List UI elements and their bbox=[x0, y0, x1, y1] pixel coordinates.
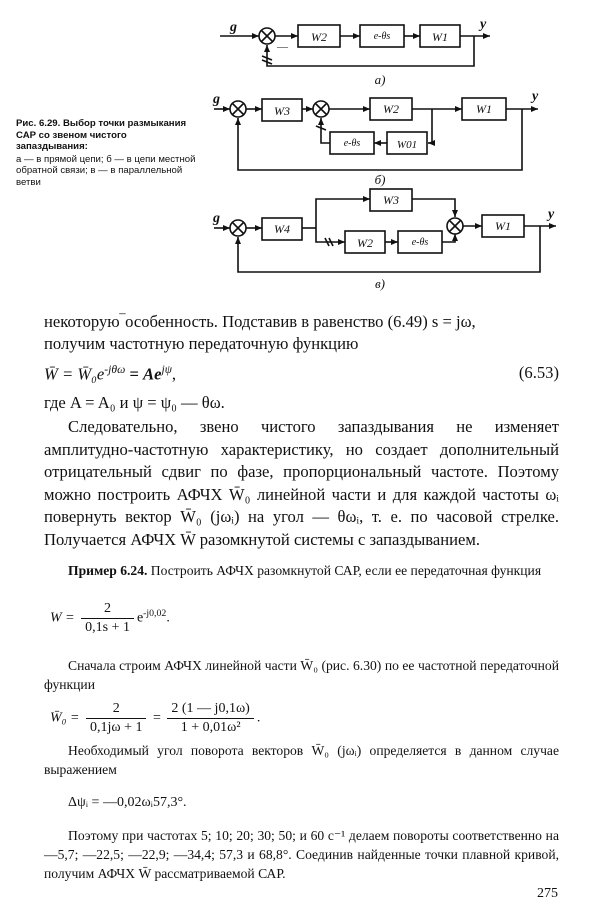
diagram-a-block-w1: W1 bbox=[432, 30, 448, 44]
diagram-b-block-w01: W01 bbox=[396, 139, 418, 151]
eq2-lhs: W̄₀ = bbox=[50, 710, 83, 726]
diagram-b-block-w2: W2 bbox=[383, 102, 399, 116]
diagram-c-output: y bbox=[548, 207, 555, 222]
diagram-b-panel-label: б) bbox=[374, 172, 386, 187]
diagram-a-output: y bbox=[480, 17, 487, 32]
paragraph-5 bbox=[44, 826, 559, 883]
diagram-a-input: g bbox=[230, 20, 237, 35]
eq-653-rhs: = Ae bbox=[125, 364, 162, 384]
eq2-equals: = bbox=[149, 710, 165, 726]
diagram-a-panel-label: а) bbox=[374, 72, 386, 87]
eq-653-tail: , bbox=[171, 364, 177, 384]
paragraph-4 bbox=[44, 741, 559, 779]
eq-653-exp: -jθω bbox=[104, 363, 126, 376]
example-text: Построить АФЧХ разомкнутой САР, если ее передаточная функция bbox=[147, 563, 542, 578]
diagram-c-input: g bbox=[213, 211, 220, 226]
eq1-num: 2 bbox=[81, 600, 134, 619]
paragraph-4-text: Необходимый угол поворота векторов W̄₀ (jωᵢ) определяется в данном случае выражением bbox=[44, 743, 559, 777]
diagram-c-block-w2: W2 bbox=[357, 236, 373, 250]
eq1-lhs: W = bbox=[50, 610, 79, 626]
eq-653-lhs: W̄ = W̄₀e bbox=[44, 364, 105, 384]
eq2-num2: 2 (1 — j0,1ω) bbox=[167, 700, 253, 719]
example-label: Пример 6.24. bbox=[68, 563, 148, 578]
caption-legend: а — в прямой цепи; б — в цепи местной обратной связи; в — в параллельной ветви bbox=[16, 153, 196, 188]
equation-number: (6.53) bbox=[518, 363, 559, 382]
equation-6-53 bbox=[44, 363, 559, 385]
caption-title: Рис. 6.29. Выбор точки размыкания САР со звеном чистого запаздывания: bbox=[16, 118, 187, 152]
paragraph-3-text: Сначала строим АФЧХ линейной части W̄₀ (рис. 6.30) по ее частотной передаточной функции bbox=[44, 658, 559, 692]
figure-caption bbox=[16, 118, 200, 188]
eq2-tail: . bbox=[256, 710, 261, 726]
eq2-den1: 0,1jω + 1 bbox=[89, 720, 143, 735]
paragraph-2 bbox=[44, 416, 559, 551]
where-line: где A = A₀ и ψ = ψ₀ — θω. bbox=[44, 393, 225, 412]
eq1-fraction bbox=[81, 600, 134, 637]
diagram-c-block-w4: W4 bbox=[274, 222, 290, 236]
equation-2 bbox=[50, 700, 565, 737]
eq2-fraction-2 bbox=[167, 700, 253, 737]
diagram-b-output: y bbox=[532, 89, 539, 104]
paragraph-5-text: Поэтому при частотах 5; 10; 20; 30; 50; и 60 с⁻¹ делаем повороты соответственно на —5,7; —22,5; —22,9; —34,4; 57,3 и 68,8°. Соединив найденные точки плавной кривой, получим АФЧХ W̄ рассматриваемой САР. bbox=[44, 828, 559, 881]
diagram-b-block-w1: W1 bbox=[476, 102, 492, 116]
eq2-den2: 1 + 0,01ω² bbox=[180, 720, 241, 735]
eq1-den: 0,1s + 1 bbox=[85, 620, 130, 635]
diagram-c-block-w3: W3 bbox=[383, 193, 399, 207]
diagram-a-block-delay: e-θs bbox=[373, 31, 391, 42]
eq1-exp-base: e bbox=[136, 610, 144, 626]
diagram-b-input: g bbox=[213, 92, 220, 107]
example-paragraph bbox=[44, 561, 559, 580]
paragraph-2-text: Следовательно, звено чистого запаздывания не изменяет амплитудно-частотную характеристику, но создает дополнительный отрицательный сдвиг по фазе, пропорциональный частоте. Поэтому можно построить АФЧХ W̄₀ линейной части и для каждой частоты ωᵢ повернуть вектор W̄₀ (jωᵢ) на угол — θωᵢ, т. е. по часовой стрелке. Получается АФЧХ W̄ разомкнутой системы с запаздыванием. bbox=[44, 417, 559, 549]
diagram-c-block-delay: e-θs bbox=[411, 237, 429, 248]
text-line-1: некоторую‾особенность. Подставив в равенство (6.49) s = jω, bbox=[44, 312, 476, 331]
eq2-fraction-1 bbox=[86, 700, 147, 737]
eq2-num1: 2 bbox=[86, 700, 147, 719]
equation-3: Δψᵢ = —0,02ωᵢ57,3°. bbox=[68, 795, 187, 810]
eq1-tail: . bbox=[166, 610, 170, 626]
equation-1 bbox=[50, 600, 565, 637]
block-diagrams-figure bbox=[200, 0, 600, 300]
text-line-2: получим частотную передаточную функцию bbox=[44, 334, 359, 353]
paragraph-3 bbox=[44, 656, 559, 694]
eq1-exp: -j0,02 bbox=[143, 608, 167, 620]
diagram-b-block-delay: e-θs bbox=[343, 138, 361, 149]
diagram-a-block-w2: W2 bbox=[311, 30, 327, 44]
eq-653-exp2: jψ bbox=[161, 363, 172, 376]
diagram-b-block-w3: W3 bbox=[274, 104, 290, 118]
diagram-c-block-w1: W1 bbox=[495, 219, 511, 233]
diagram-a bbox=[220, 25, 490, 66]
page-number: 275 bbox=[537, 886, 558, 901]
diagram-c-panel-label: в) bbox=[375, 276, 385, 291]
diagram-a-minus-sign: — bbox=[277, 41, 288, 53]
